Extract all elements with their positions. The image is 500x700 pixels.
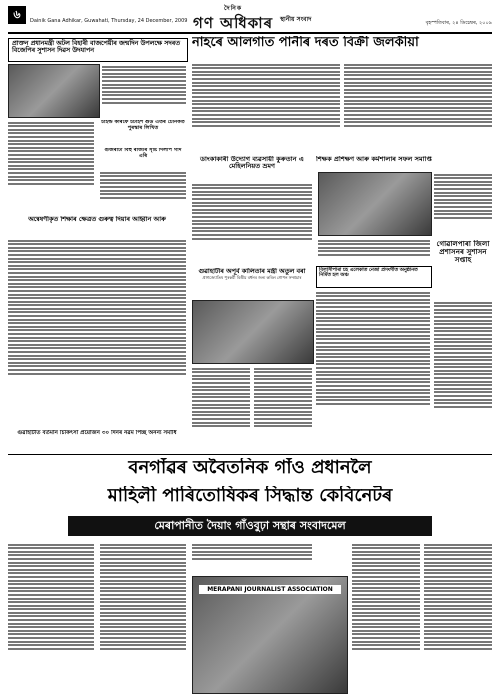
banner-subheadline [68,516,432,536]
headline-text: মেৰাপানীত দৈয়াং গাঁওবুঢ়া সন্থাৰ সংবাদমেল [154,519,346,532]
headline-top-left [8,38,188,62]
journalist-association-photo [192,576,348,694]
banner-headline-line1 [8,458,492,484]
photo-banner-text: MERAPANI JOURNALIST ASSOCIATION [199,585,341,594]
headline-text: বনগাঁৱৰ অবৈতনিক গাঁও প্ৰধানলৈ [128,458,372,478]
headline-text: গুৱাহাটীৰ অপূৰ্ব কালিতাৰ মন্ত্ৰী অতুল বৰা [198,268,306,275]
article-body [254,366,312,450]
article-body [192,62,340,152]
headline-text: প্ৰাক্তন প্ৰধানমন্ত্ৰী অটল বিহাৰী বাজপেয়ীৰ জন্মদিন উপলক্ষে সদৰত বিজেপিৰ সুশাসন দিৱস উদযাপন [12,40,180,54]
page-number: ৬ [8,6,26,24]
article-body [8,542,94,692]
article-body [352,542,420,692]
divider [8,454,492,455]
banner-headline-line2 [8,486,492,512]
article-photo [192,300,314,364]
article-body [8,238,186,426]
article-body [192,542,312,570]
headline-text: শিক্ষক প্ৰশিক্ষণ আৰু কৰ্মশালাৰ সফল সমাপ্তি [316,156,432,163]
headline-text: গোৱালপাৰা জিলা প্ৰশাসনৰ সুশাসন সপ্তাহ [436,240,490,264]
headline-text: নাহৰে আলগাত পানীৰ দৰত বিক্ৰী জলকীয়া [192,36,419,50]
article-body [102,64,186,116]
headline-subtext: প্ৰাগজ্যোতিষ পুৰকৰ্মী বিত্তীয় বৰ্ধনৰ জন্য কৰিল গোপন সম্প্ৰচাৰ [202,275,302,281]
headline-center-banner [192,268,312,296]
headline-mid-left-2 [100,148,186,168]
headline-text: গুৱাহাটীত বৰ্তমান চিকিৎসা প্ৰয়োজন ৩০ দিনৰ নৱম পিচ্ছ অনন্য সমাধি [17,430,177,436]
headline-right-side [434,240,492,298]
headline-text: বিলাসীপাৰা চহ এলেকাত নেজা প্ৰসংগীত অনুষ্ঠানত নিৰ্মিত হল অঞ্চ [319,268,418,279]
article-body [316,290,430,450]
headline-left-mid [8,216,186,236]
article-body [434,172,492,238]
newspaper-page [8,6,492,694]
headline-bottom-left [8,430,186,452]
paper-name: গণ অধিকাৰ [193,14,274,32]
article-body [100,542,186,692]
article-body [192,366,250,450]
article-body [192,182,312,262]
article-body [100,170,186,210]
headline-right-box [316,266,432,288]
article-photo [8,64,100,118]
article-body [8,120,94,210]
headline-mid-left-1 [100,120,186,146]
issue-date: বৃহস্পতিবাৰ, ২৪ ডিচেম্বৰ, ২০০৯ [425,20,492,26]
article-body [424,542,492,692]
headline-text: চাইল্ড কাৰফে চৰ্টাইশ গুড এতৰ চৈনিকত পুৰস্কাৰ লিখিত [101,120,185,131]
section-label: স্থানীয় সংবাদ [280,16,312,23]
article-body [434,300,492,450]
paper-prefix: দৈনিক [224,5,243,12]
article-body [344,62,492,152]
lead-headline [192,36,492,58]
article-body [318,238,430,262]
headline-text: মাহিলী পাৰিতোষিকৰ সিদ্ধান্ত কেবিনেটৰ [107,486,393,506]
headline-text: অন্বেষণীকৃত শিক্ষাৰ ক্ষেত্ৰত গুৰুত্ব দিয়াৰ আহ্বান আৰু [28,216,166,223]
article-photo [318,172,432,236]
headline-text: ডাংকাকাৰী উদ্যোগ ব্যৱসায়ী কুৰুতান এ মেহিলনিয়ত ভ্ৰমণ [200,156,304,171]
headline-right-mid [316,156,492,170]
masthead [8,6,492,34]
publisher-line: Dainik Gana Adhikar, Guwahati, Thursday, 24 December, 2009 [30,18,188,24]
paper-logo [193,6,273,37]
headline-center-mid [192,156,312,180]
headline-text: গুজৰাটী বিহু ৰাজ্যৰ সৃষ্টি দিলীপ গাদ এৰি [104,148,182,159]
